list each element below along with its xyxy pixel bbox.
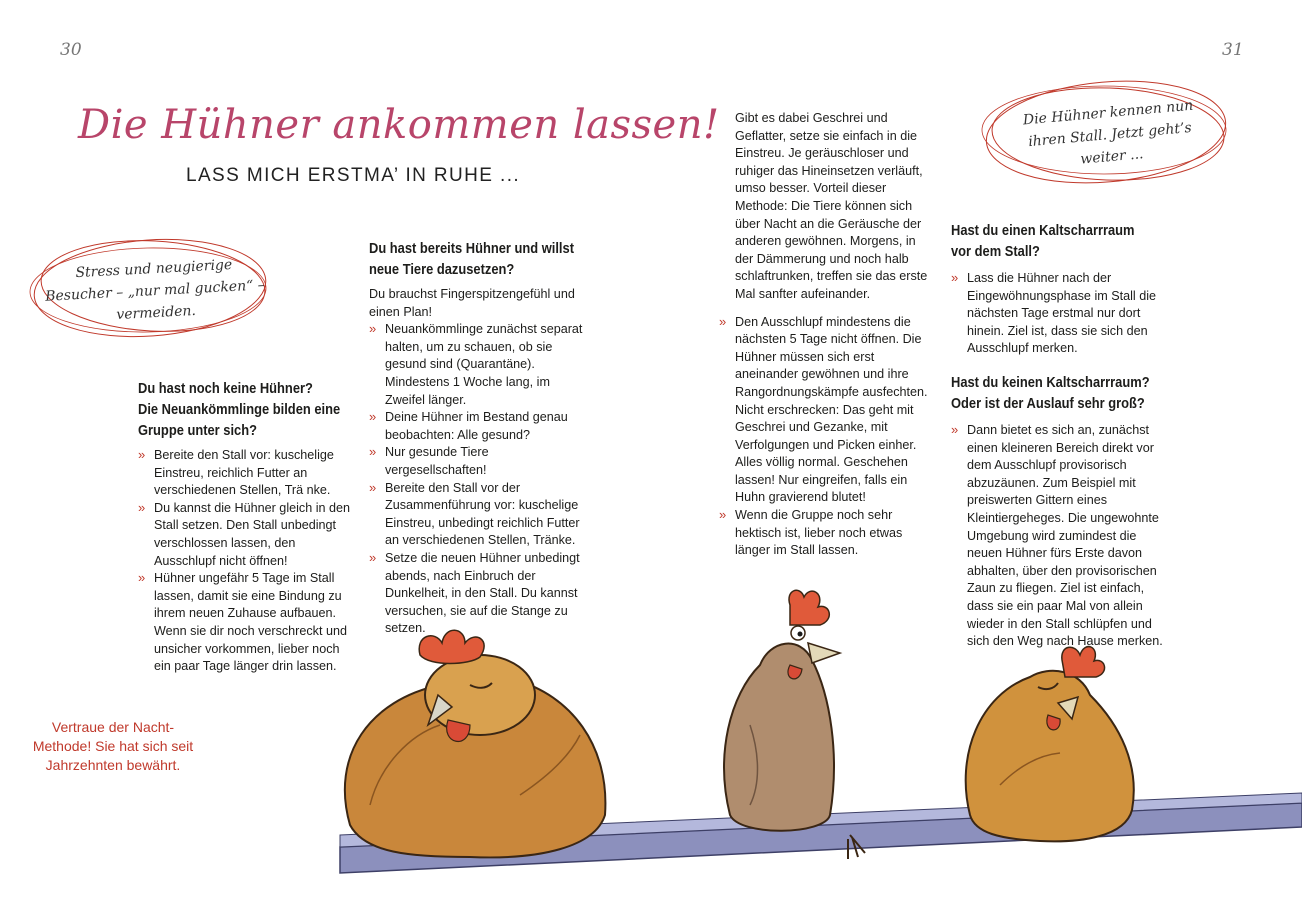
section-heading [369, 238, 584, 280]
list-item: » Du kannst die Hühner gleich in den Stall setzen. Den Stall unbedingt verschlossen lassen, den Ausschlupf nicht öffnen! [138, 500, 354, 570]
list-item: » Wenn die Gruppe noch sehr hektisch ist, lieber noch etwas länger im Stall lassen. [719, 507, 931, 560]
section-heading [951, 220, 1166, 262]
list-item: » Dann bietet es sich an, zunächst einen kleineren Bereich direkt vor dem Ausschlupf provisorisch abzuzäunen. Zum Beispiel mit preiswerten Gittern eines Kleintiergeheges. Die ungewohnte Umgebung wird zumindest die neuen Hühner fürs Erste davon abhalten, über den provisorischen Zaun zu fliegen. Ziel ist einfach, dass sie ein paar Mal von allein wieder in den Stall schlüpfen und sich den Weg nach Hause merken. [951, 422, 1167, 651]
list-item: » Bereite den Stall vor der Zusammenführung vor: kuschelige Einstreu, unbedingt reichlich Futter an verschiedenen Stellen, Tränke. [369, 480, 583, 550]
section-heading [138, 378, 353, 441]
page-subtitle: LASS MICH ERSTMA’ IN RUHE ... [186, 165, 521, 186]
list-item: » Hühner ungefähr 5 Tage im Stall lassen, damit sie eine Bindung zu ihrem neuen Zuhause aufbauen. Wenn sie dir noch verschreckt und unsicher vorkommen, lieber noch ein paar Tage länger drin lassen. [138, 570, 354, 676]
page-number-left: 30 [60, 40, 82, 60]
list-item: » Den Ausschlupf mindestens die nächsten 5 Tage nicht öffnen. Die Hühner müssen sich erst aneinander gewöhnen und ihre Rangordnungskämpfe ausfechten. Nicht erschrecken: Das geht mit Geschrei und Gezanke, mit Verfolgungen und Picken einher. Alles völlig normal. Geschehen lassen! Nur eingreifen, falls ein Huhn gravierend blutet! [719, 314, 931, 508]
column-3 [719, 110, 931, 560]
page-number-right: 31 [1222, 40, 1244, 60]
note-right-line: ihren Stall. Jetzt geht’s [1027, 119, 1193, 151]
heading-line: vor dem Stall? [951, 243, 1040, 260]
heading-line: Hast du einen Kaltscharrraum [951, 222, 1135, 239]
note-right-line: Die Hühner kennen nun [1022, 97, 1194, 129]
tip-line: Methode! Sie hat sich seit [32, 738, 194, 754]
heading-line: Gruppe unter sich? [138, 422, 257, 439]
chicken-left [345, 630, 606, 857]
note-left-line: Stress und neugierige [75, 256, 233, 282]
intro-text: Du brauchst Fingerspitzengefühl und einen Plan! [369, 287, 575, 319]
list-item: » Nur gesunde Tiere vergesellschaften! [369, 444, 583, 479]
heading-line: Hast du keinen Kaltscharrraum? [951, 373, 1150, 391]
heading-line: Die Neuankömmlinge bilden eine [138, 401, 341, 418]
chicken-right [966, 647, 1134, 842]
list-item: » Deine Hühner im Bestand genau beobachten: Alle gesund? [369, 409, 583, 444]
list-item: » Setze die neuen Hühner unbedingt abends, nach Einbruch der Dunkelheit, in den Stall. Du kannst versuchen, sie auf die Stange zu setzen. [369, 550, 583, 638]
note-left-line: vermeiden. [115, 302, 197, 324]
tip-callout [20, 718, 206, 775]
chickens-illustration [320, 585, 1302, 885]
note-left [38, 252, 271, 330]
heading-line: neue Tiere dazusetzen? [369, 261, 515, 278]
list-item: » Lass die Hühner nach der Eingewöhnungsphase im Stall die nächsten Tage erstmal nur dort hinein. Ziel ist, dass sie sich den Ausschlupf merken. [951, 270, 1167, 358]
bullet-list [951, 270, 1167, 358]
page-title: Die Hühner ankommen lassen! [78, 102, 720, 148]
note-right-line: weiter ... [1079, 146, 1145, 168]
heading-line: Du hast bereits Hühner und willst [369, 240, 574, 257]
tip-line: Jahrzehnten bewährt. [45, 757, 181, 773]
bullet-list [719, 314, 931, 560]
intro-text: Gibt es dabei Geschrei und Geflatter, setze sie einfach in die Einstreu. Je geräuschloser und ruhiger das Hineinsetzen verläuft, umso besser. Vorteil dieser Methode: Die Tiere können sich über Nacht an die Geräusche der anderen gewöhnen. Morgens, in der Dämmerung und noch halb schlaftrunken, treffen sie das erste Mal sanfter aufeinander. [735, 111, 928, 301]
heading-line: Du hast noch keine Hühner? [138, 380, 313, 397]
list-item: » Bereite den Stall vor: kuschelige Einstreu, reichlich Futter an verschiedenen Stellen, Trä nke. [138, 447, 354, 500]
column-2 [369, 238, 583, 638]
section-heading [951, 372, 1166, 414]
list-item: » Neuankömmlinge zunächst separat halten, um zu schauen, ob sie gesund sind (Quarantäne). Mindestens 1 Woche lang, im Zweifel länger. [369, 321, 583, 409]
heading-line: Oder ist der Auslauf sehr groß? [951, 394, 1145, 412]
tip-line: Vertraue der Nacht- [51, 719, 175, 735]
note-left-line: Besucher – „nur mal gucken“ – [44, 277, 266, 305]
